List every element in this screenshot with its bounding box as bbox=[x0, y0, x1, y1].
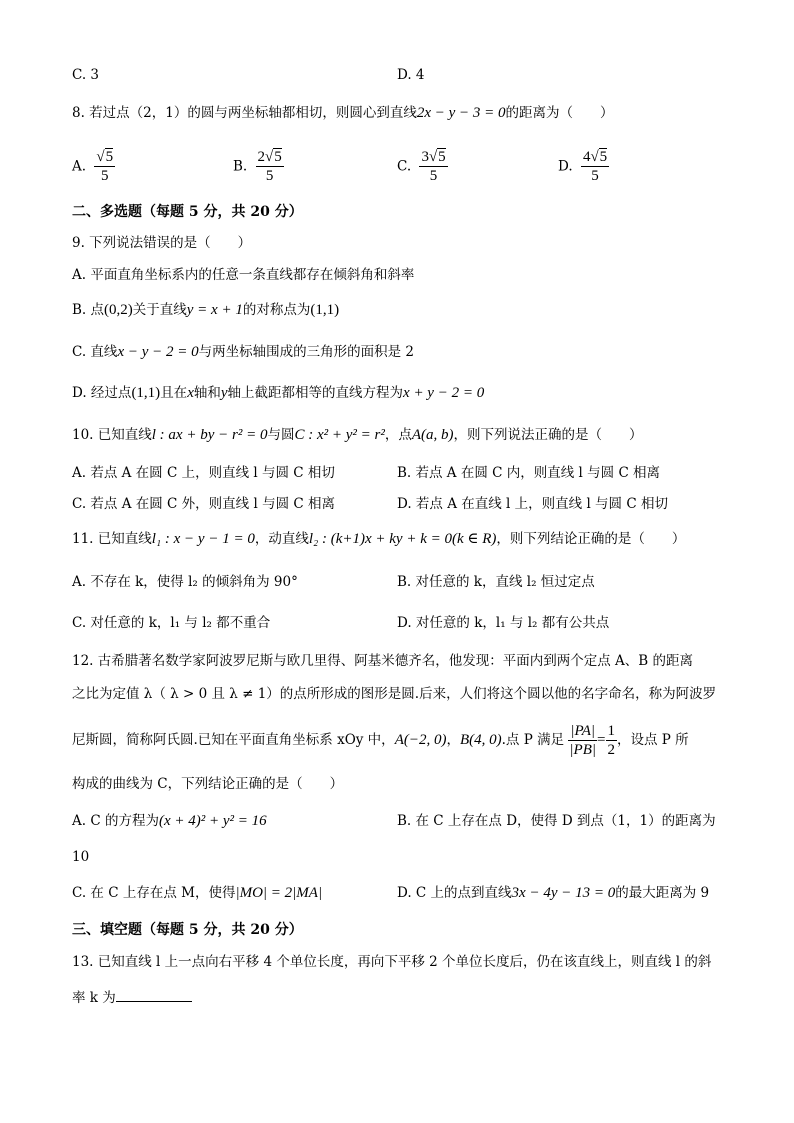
q10-option-a: A. 若点 A 在圆 C 上，则直线 l 与圆 C 相切 bbox=[72, 465, 335, 481]
q9-option-d: D. 经过点(1,1)且在x轴和y轴上截距都相等的直线方程为x + y − 2 = 0 bbox=[72, 385, 485, 401]
q12-option-d: D. C 上的点到直线3x − 4y − 13 = 0的最大距离为 9 bbox=[397, 885, 710, 901]
q13-answer-blank[interactable] bbox=[116, 987, 192, 1002]
q12-line-3: 尼斯圆，简称阿氏圆.已知在平面直角坐标系 xOy 中，A(−2, 0)，B(4, 0).点 P 满足 $\frac{|PA|}{|PB|}$ = $\frac{1}{2}$ ，设点 P 所 bbox=[72, 723, 689, 758]
q13-line-1: 13. 已知直线 l 上一点向右平移 4 个单位长度，再向下平移 2 个单位长度后，仍在该直线上，则直线 l 的斜 bbox=[72, 954, 712, 970]
q10-stem: 10. 已知直线l : ax + by − r² = 0与圆C : x² + y² = r²，点A(a, b)，则下列说法正确的是（ ） bbox=[72, 427, 643, 443]
q12-ratio-fraction: $\frac{|PA|}{|PB|}$ bbox=[569, 723, 596, 758]
q8-stem-tail: 的距离为（ ） bbox=[505, 105, 614, 121]
q9-option-b: B. 点(0,2)关于直线y = x + 1的对称点为(1,1) bbox=[72, 302, 340, 318]
q12-option-a: A. C 的方程为(x + 4)² + y² = 16 bbox=[72, 813, 267, 829]
q11-option-b: B. 对任意的 k，直线 l₂ 恒过定点 bbox=[397, 574, 595, 590]
q8-option-d-fraction: $\frac{4√5}{5}$ bbox=[582, 149, 608, 184]
q12-one-half: $\frac{1}{2}$ bbox=[607, 723, 615, 758]
q8-option-b-fraction: $\frac{2√5}{5}$ bbox=[257, 149, 282, 184]
q12-option-b: B. 在 C 上存在点 D，使得 D 到点（1，1）的距离为 bbox=[397, 813, 716, 829]
q11-option-d: D. 对任意的 k，l₁ 与 l₂ 都有公共点 bbox=[397, 615, 610, 631]
q10-option-b: B. 若点 A 在圆 C 内，则直线 l 与圆 C 相离 bbox=[397, 465, 661, 481]
q12-option-b-continued: 10 bbox=[72, 849, 90, 865]
q8-option-d-label: D. bbox=[558, 158, 573, 175]
q9-option-a: A. 平面直角坐标系内的任意一条直线都存在倾斜角和斜率 bbox=[72, 267, 415, 283]
section-heading-fill-in: 三、填空题（每题 5 分，共 20 分） bbox=[72, 922, 303, 938]
q9-option-c: C. 直线x − y − 2 = 0与两坐标轴围成的三角形的面积是 2 bbox=[72, 344, 415, 360]
q11-option-a: A. 不存在 k，使得 l₂ 的倾斜角为 90° bbox=[72, 574, 298, 590]
q12-line-2: 之比为定值 λ（ λ > 0 且 λ ≠ 1）的点所形成的图形是圆.后来，人们将这个圆以他的名字命名，称为阿波罗 bbox=[72, 686, 717, 702]
q8-option-b-label: B. bbox=[233, 158, 248, 175]
q11-stem: 11. 已知直线l₁ : x − y − 1 = 0，动直线l₂ : (k+1)x + ky + k = 0(k ∈ R)，则下列结论正确的是（ ） bbox=[72, 531, 686, 547]
q8-option-a bbox=[72, 148, 115, 185]
q8-option-a-label: A. bbox=[72, 158, 87, 175]
q8-option-c bbox=[397, 148, 448, 185]
q11-option-c: C. 对任意的 k，l₁ 与 l₂ 都不重合 bbox=[72, 615, 271, 631]
q8-equation: 2x − y − 3 = 0 bbox=[416, 105, 506, 121]
q8-option-c-label: C. bbox=[397, 158, 412, 175]
section-heading-multiple-choice: 二、多选题（每题 5 分，共 20 分） bbox=[72, 204, 303, 220]
q10-option-d: D. 若点 A 在直线 l 上，则直线 l 与圆 C 相切 bbox=[397, 496, 668, 512]
q8-stem-text: 8. 若过点（2，1）的圆与两坐标轴都相切，则圆心到直线 bbox=[72, 105, 417, 121]
q8-stem bbox=[72, 104, 614, 122]
q8-option-b bbox=[233, 148, 284, 185]
q9-stem: 9. 下列说法错误的是（ ） bbox=[72, 235, 252, 251]
q8-option-a-fraction: $\frac{√5}{5}$ bbox=[96, 149, 114, 184]
q8-option-c-fraction: $\frac{3√5}{5}$ bbox=[421, 149, 446, 184]
q12-line-1: 12. 古希腊著名数学家阿波罗尼斯与欧几里得、阿基米德齐名，他发现：平面内到两个定点 A、B 的距离 bbox=[72, 653, 694, 669]
q7-option-c: C. 3 bbox=[72, 67, 100, 83]
q12-option-c: C. 在 C 上存在点 M，使得|MO| = 2|MA| bbox=[72, 885, 323, 901]
q10-option-c: C. 若点 A 在圆 C 外，则直线 l 与圆 C 相离 bbox=[72, 496, 335, 512]
q7-option-d: D. 4 bbox=[397, 67, 425, 83]
q13-line-2: 率 k 为 bbox=[72, 987, 192, 1007]
q8-option-d bbox=[558, 148, 609, 185]
q12-line-4: 构成的曲线为 C，下列结论正确的是（ ） bbox=[72, 776, 344, 792]
